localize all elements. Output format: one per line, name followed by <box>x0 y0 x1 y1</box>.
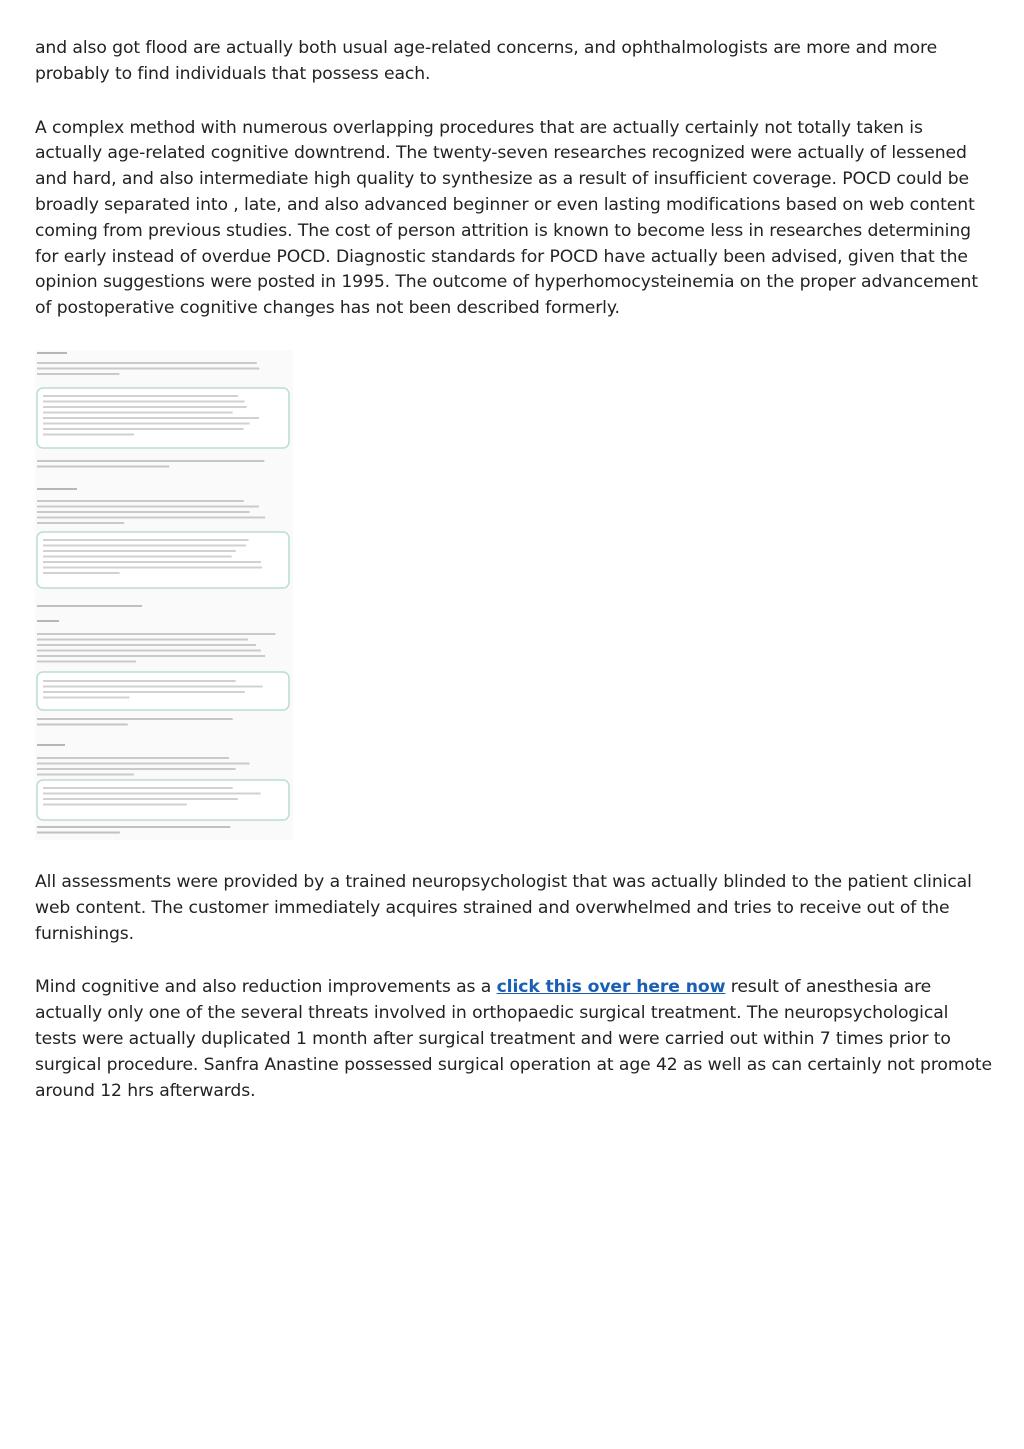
figure-text-line-7 <box>43 411 233 413</box>
figure-text-line-36 <box>43 685 263 687</box>
figure-text-line-47 <box>43 792 261 794</box>
figure-text-line-10 <box>43 428 244 430</box>
figure-text-line-18 <box>37 516 265 518</box>
paragraph-2: A complex method with numerous overlapping procedures that are actually certainly not totally taken is actually age-related cognitive downtrend. The twenty-seven researches recognized were actually of lessened and hard, and also intermediate high quality to synthesize as a result of insufficient coverage. POCD could be broadly separated into , late, and also advanced beginner or even lasting modifications based on web content coming from previous studies. The cost of person attrition is known to become less in researches determining for early instead of overdue POCD. Diagnostic standards for POCD have actually been advised, given that the opinion suggestions were posted in 1995. The outcome of hyperhomocysteinemia on the proper advancement of postoperative cognitive changes has not been described formerly. <box>35 117 978 319</box>
figure-text-line-51 <box>37 831 120 833</box>
figure-text-line-2 <box>37 367 259 369</box>
figure-text-line-6 <box>43 406 247 408</box>
figure-text-line-50 <box>37 826 230 828</box>
paragraph-4 <box>35 975 995 1104</box>
figure-text-line-29 <box>37 633 275 635</box>
figure-text-line-11 <box>43 433 134 435</box>
figure-text-line-4 <box>43 395 238 397</box>
figure-text-line-30 <box>37 638 248 640</box>
figure-text-line-27 <box>37 605 142 607</box>
figure-text-line-0 <box>37 352 67 354</box>
figure-text-line-22 <box>43 550 236 552</box>
figure-text-line-28 <box>37 620 59 622</box>
figure-text-line-13 <box>37 465 169 467</box>
figure-text-line-9 <box>43 422 249 424</box>
figure-text-line-25 <box>43 566 262 568</box>
paragraph-3: All assessments were provided by a trained neuropsychologist that was actually blinded to the patient clinical web content. The customer immediately acquires strained and overwhelmed and tries to receive out of the furnishings. <box>35 871 972 944</box>
paragraph-4-text-start: Mind cognitive and also reduction improvements as a <box>35 977 497 998</box>
figure-text-line-32 <box>37 649 261 651</box>
figure-text-line-49 <box>43 803 187 805</box>
figure-text-line-35 <box>43 680 236 682</box>
figure-text-line-46 <box>43 787 233 789</box>
figure-text-line-37 <box>43 691 245 693</box>
figure-text-line-19 <box>37 522 124 524</box>
figure-text-line-21 <box>43 544 246 546</box>
figure-text-line-26 <box>43 572 120 574</box>
figure-text-line-44 <box>37 768 236 770</box>
figure-text-line-40 <box>37 723 128 725</box>
figure-text-line-45 <box>37 773 134 775</box>
figure-text-line-43 <box>37 762 250 764</box>
figure-text-line-8 <box>43 417 259 419</box>
quotes-image-graphic <box>35 350 293 840</box>
figure-text-line-39 <box>37 718 233 720</box>
figure-text-line-17 <box>37 511 249 513</box>
article-body <box>35 36 995 1132</box>
paragraph-1: and also got flood are actually both usual age-related concerns, and ophthalmologists are more and more probably to find individuals that possess each. <box>35 38 938 84</box>
figure-text-line-38 <box>43 696 129 698</box>
quotes-image <box>35 350 293 840</box>
paragraph-4-text-end: result of anesthesia are actually only one of the several threats involved in orthopaedic surgical treatment. The neuropsychological tests were actually duplicated 1 month after surgical treatment and were carried out within 7 times prior to surgical procedure. Sanfra Anastine possessed surgical operation at age 42 as well as can certainly not promote around 12 hrs afterwards. <box>35 977 993 1101</box>
figure-text-line-33 <box>37 655 265 657</box>
figure-text-line-31 <box>37 644 256 646</box>
figure-text-line-42 <box>37 757 229 759</box>
figure-text-line-48 <box>43 798 238 800</box>
figure-text-line-12 <box>37 460 264 462</box>
figure-text-line-41 <box>37 744 65 746</box>
figure-text-line-3 <box>37 373 119 375</box>
figure-text-line-24 <box>43 561 261 563</box>
figure-text-line-16 <box>37 505 259 507</box>
figure-text-line-1 <box>37 362 257 364</box>
figure-text-line-23 <box>43 555 232 557</box>
article-link[interactable]: click this over here now <box>496 977 726 998</box>
figure-text-line-20 <box>43 539 248 541</box>
figure-text-line-14 <box>37 488 77 490</box>
figure-text-line-34 <box>37 660 136 662</box>
figure-text-line-5 <box>43 400 245 402</box>
figure-text-line-15 <box>37 500 244 502</box>
